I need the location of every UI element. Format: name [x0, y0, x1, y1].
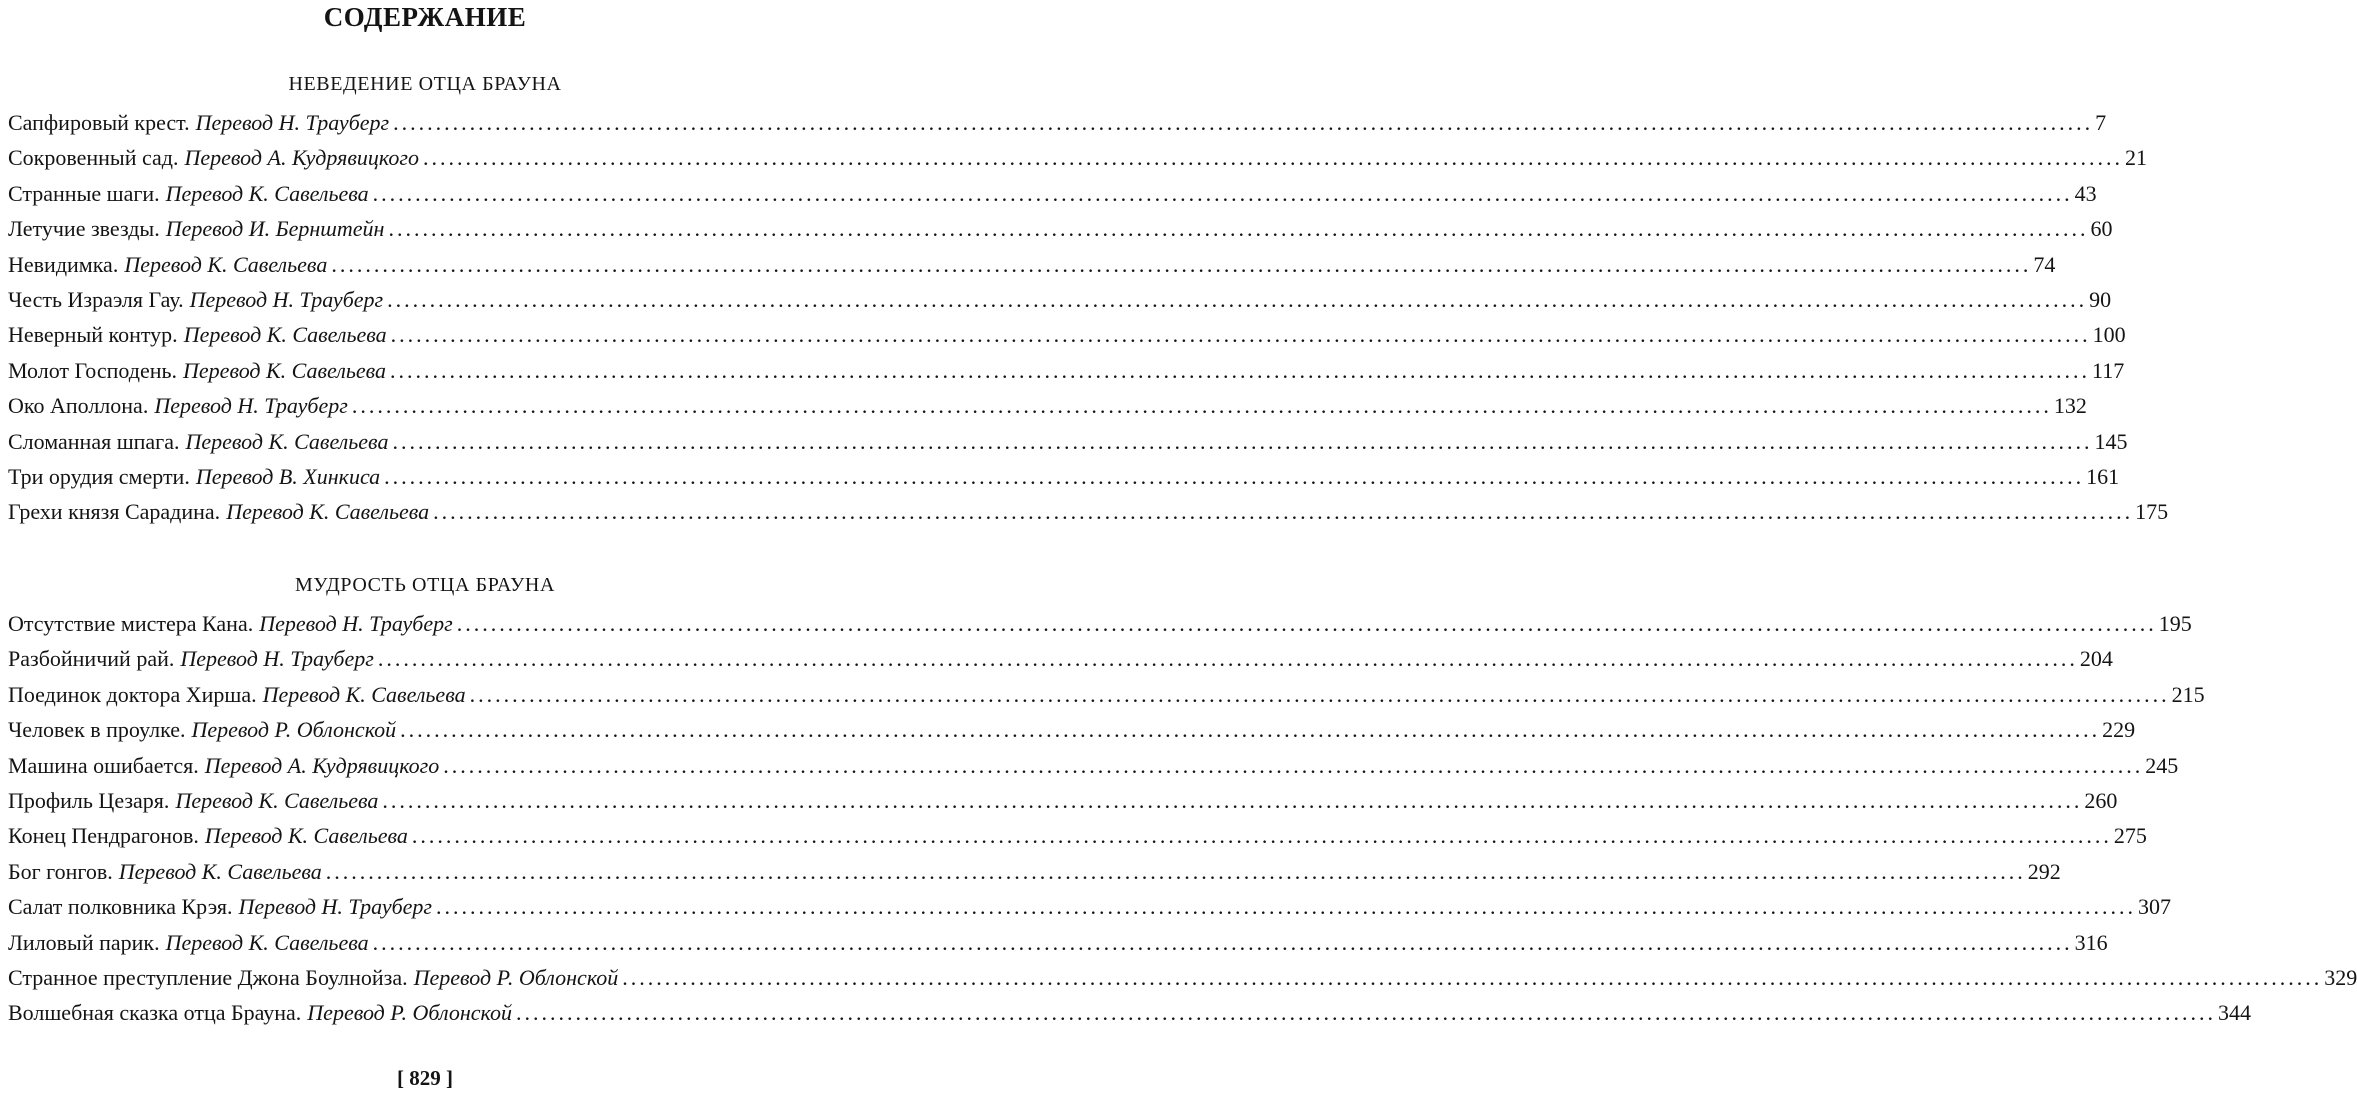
toc-entry-title: Грехи князя Сарадина. — [8, 499, 221, 525]
toc-entry-translator: Перевод К. Савельева — [185, 428, 389, 454]
toc-entry-page-number: 161 — [2086, 463, 2120, 489]
toc-entry-page-number: 344 — [2217, 1000, 2251, 1026]
toc-entry — [8, 964, 2357, 1000]
dot-leader: ........................................................................................................................................................................................................ — [387, 286, 2088, 312]
toc-entry-page-number: 43 — [2074, 180, 2097, 206]
toc-entry — [8, 858, 2061, 894]
toc-entry — [8, 499, 2169, 534]
toc-entry-title: Человек в проулке. — [8, 717, 186, 743]
toc-entry-title: Сломанная шпага. — [8, 428, 180, 454]
toc-entry-title: Профиль Цезаря. — [8, 787, 170, 813]
dot-leader: ........................................................................................................................................................................................................ — [469, 681, 2170, 707]
page-number: [ 829 ] — [397, 1066, 453, 1090]
dot-leader: ........................................................................................................................................................................................................ — [411, 823, 2112, 849]
toc-entry — [8, 929, 2108, 965]
toc-entry-translator: Перевод К. Савельева — [183, 357, 387, 383]
toc-entry-title: Конец Пендрагонов. — [8, 823, 199, 849]
dot-leader: ........................................................................................................................................................................................................ — [515, 1000, 2216, 1026]
toc-entry-translator: Перевод К. Савельева — [118, 858, 322, 884]
toc-entry-page-number: 117 — [2092, 357, 2125, 383]
toc-entry-page-number: 245 — [2145, 752, 2179, 778]
toc-entry-translator: Перевод Н. Трауберг — [189, 286, 384, 312]
dot-leader: ........................................................................................................................................................................................................ — [436, 894, 2136, 920]
toc-entry-title: Лиловый парик. — [8, 929, 160, 955]
toc-entry-page-number: 329 — [2324, 964, 2357, 990]
toc-entry-page-number: 204 — [2079, 646, 2113, 672]
toc-entry-title: Разбойничий рай. — [8, 646, 175, 672]
toc-entry-title: Салат полковника Крэя. — [8, 894, 233, 920]
toc-entry — [8, 322, 2126, 357]
dot-leader: ........................................................................................................................................................................................................ — [443, 752, 2144, 778]
toc-entry-translator: Перевод К. Савельева — [204, 823, 408, 849]
toc-entry — [8, 1000, 2251, 1035]
toc-entry-title: Честь Израэля Гау. — [8, 286, 184, 312]
toc-entry-translator: Перевод Н. Трауберг — [180, 646, 374, 672]
dot-leader: ........................................................................................................................................................................................................ — [372, 929, 2073, 955]
toc-entry-title: Волшебная сказка отца Брауна. — [8, 1000, 302, 1026]
toc-entry-title: Летучие звезды. — [8, 216, 160, 242]
section-heading-1: НЕВЕДЕНИЕ ОТЦА БРАУНА — [288, 73, 562, 95]
toc-entry-page-number: 316 — [2074, 929, 2108, 955]
toc-entry — [8, 681, 2205, 717]
toc-entry — [8, 787, 2118, 823]
dot-leader: ........................................................................................................................................................................................................ — [456, 611, 2157, 636]
dot-leader: ........................................................................................................................................................................................................ — [325, 858, 2026, 884]
toc-entry-translator: Перевод И. Бернштейн — [165, 216, 385, 242]
toc-entry-translator: Перевод К. Савельева — [175, 787, 379, 813]
toc-entry — [8, 717, 2136, 752]
toc-entry-translator: Перевод А. Кудрявицкого — [204, 752, 440, 778]
toc-entry-page-number: 7 — [2095, 110, 2107, 135]
toc-entry-page-number: 307 — [2138, 894, 2171, 920]
toc-entry — [8, 110, 2107, 145]
toc-entry-page-number: 292 — [2027, 858, 2061, 884]
toc-entry — [8, 180, 2097, 216]
toc-entry — [8, 251, 2056, 287]
toc-entry-translator: Перевод Н. Трауберг — [195, 110, 390, 135]
toc-entry-page-number: 100 — [2092, 322, 2126, 348]
dot-leader: ........................................................................................................................................................................................................ — [351, 393, 2052, 419]
toc-entry-title: Сокровенный сад. — [8, 145, 179, 171]
toc-entry-translator: Перевод К. Савельева — [165, 180, 369, 206]
toc-entry-title: Странное преступление Джона Боулнойза. — [8, 964, 408, 990]
toc-entry-title: Око Аполлона. — [8, 393, 149, 419]
toc-entry — [8, 646, 2113, 681]
toc-entry-translator: Перевод К. Савельева — [183, 322, 387, 348]
toc-entry-translator: Перевод Н. Трауберг — [238, 894, 432, 920]
toc-entry — [8, 357, 2125, 393]
dot-leader: ........................................................................................................................................................................................................ — [400, 717, 2101, 743]
toc-entry-page-number: 229 — [2102, 717, 2136, 743]
toc-entry-translator: Перевод К. Савельева — [124, 251, 328, 277]
toc-entry-page-number: 21 — [2124, 145, 2147, 171]
dot-leader: ........................................................................................................................................................................................................ — [382, 787, 2083, 813]
toc-entry-page-number: 215 — [2171, 681, 2205, 707]
toc-entry-title: Странные шаги. — [8, 180, 160, 206]
dot-leader: ........................................................................................................................................................................................................ — [331, 251, 2032, 277]
toc-entry-title: Молот Господень. — [8, 357, 178, 383]
dot-leader: ........................................................................................................................................................................................................ — [622, 964, 2323, 990]
dot-leader: ........................................................................................................................................................................................................ — [372, 180, 2073, 206]
toc-entry-translator: Перевод В. Хинкиса — [195, 463, 381, 489]
page-title: СОДЕРЖАНИЕ — [323, 2, 527, 32]
toc-entry-page-number: 60 — [2090, 216, 2113, 242]
toc-entry-title: Сапфировый крест. — [8, 110, 190, 135]
toc-entry — [8, 611, 2192, 646]
toc-entry-translator: Перевод Н. Трауберг — [154, 393, 348, 419]
toc-entry-page-number: 90 — [2089, 286, 2112, 312]
toc-entry-title: Три орудия смерти. — [8, 463, 190, 489]
toc-entry-page-number: 132 — [2053, 393, 2087, 419]
toc-entry-title: Неверный контур. — [8, 322, 178, 348]
dot-leader: ........................................................................................................................................................................................................ — [390, 322, 2091, 348]
dot-leader: ........................................................................................................................................................................................................ — [433, 499, 2134, 525]
toc-entry — [8, 216, 2113, 251]
dot-leader: ........................................................................................................................................................................................................ — [392, 428, 2093, 454]
toc-entry — [8, 463, 2120, 499]
dot-leader: ........................................................................................................................................................................................................ — [390, 357, 2091, 383]
toc-entry-title: Бог гонгов. — [8, 858, 113, 884]
toc-entry-translator: Перевод А. Кудрявицкого — [184, 145, 419, 171]
toc-entry-page-number: 74 — [2033, 251, 2056, 277]
toc-entry-translator: Перевод Р. Облонской — [307, 1000, 512, 1026]
toc-entry-translator: Перевод Р. Облонской — [191, 717, 397, 743]
toc-entry-page-number: 260 — [2084, 787, 2118, 813]
toc-entry-page-number: 175 — [2135, 499, 2169, 525]
toc-entry — [8, 145, 2147, 180]
toc-entry-translator: Перевод К. Савельева — [165, 929, 369, 955]
toc-entry-page-number: 275 — [2113, 823, 2147, 849]
dot-leader: ........................................................................................................................................................................................................ — [422, 145, 2123, 171]
toc-entry-page-number: 145 — [2094, 428, 2128, 454]
toc-entry-title: Поединок доктора Хирша. — [8, 681, 257, 707]
toc-entry — [8, 428, 2128, 464]
dot-leader: ........................................................................................................................................................................................................ — [388, 216, 2089, 242]
section-heading-2: МУДРОСТЬ ОТЦА БРАУНА — [295, 574, 555, 596]
dot-leader: ........................................................................................................................................................................................................ — [393, 110, 2094, 135]
toc-entry — [8, 823, 2147, 858]
toc-entry-title: Невидимка. — [8, 251, 119, 277]
toc-entry — [8, 894, 2171, 929]
dot-leader: ........................................................................................................................................................................................................ — [377, 646, 2078, 672]
dot-leader: ........................................................................................................................................................................................................ — [384, 463, 2085, 489]
toc-entry-translator: Перевод К. Савельева — [226, 499, 430, 525]
toc-entry-translator: Перевод Н. Трауберг — [259, 611, 453, 636]
toc-entry-translator: Перевод К. Савельева — [262, 681, 466, 707]
toc-entry — [8, 393, 2087, 428]
toc-entry-title: Машина ошибается. — [8, 752, 199, 778]
toc-entry-translator: Перевод Р. Облонской — [413, 964, 619, 990]
toc-entry — [8, 752, 2179, 788]
toc-list-section-1 — [8, 110, 2169, 535]
toc-entry-page-number: 195 — [2158, 611, 2192, 636]
toc-entry — [8, 286, 2112, 322]
toc-list-section-2 — [8, 611, 2357, 1036]
toc-entry-title: Отсутствие мистера Кана. — [8, 611, 254, 636]
